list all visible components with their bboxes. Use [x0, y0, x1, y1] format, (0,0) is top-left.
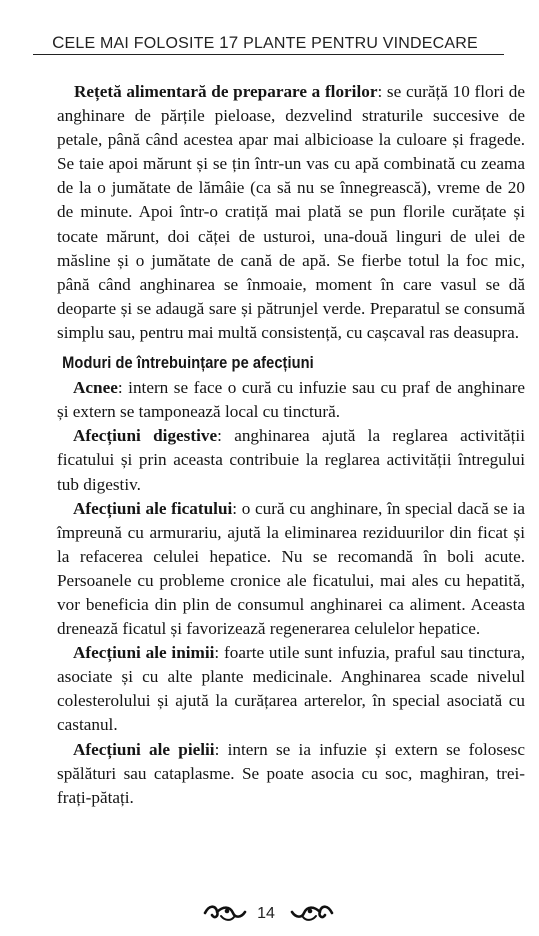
running-head-initial: C [52, 33, 65, 52]
page-number: 14 [257, 905, 275, 922]
running-head [36, 33, 494, 53]
running-head-rest: PLANTE PENTRU VINDECARE [238, 35, 478, 52]
entry-text: : intern se ia infuzie și extern se folosesc spălături sau cataplasme. Se poate asocia cu soc, maghiran, trei-frați-pătați. [57, 739, 525, 807]
recipe-paragraph [57, 80, 525, 345]
entry-paragraph [57, 497, 525, 642]
header-rule [33, 54, 504, 55]
recipe-text: : se curăță 10 flori de anghinare de părțile pieloase, dezvelind straturile succesive de petale, până când acestea apar mai albicioase la culoare și fragede. Se taie apoi mărunt și se țin într-un vas cu apă combinată cu zeama de la o jumătate de lămâie (ca să nu se înnegrească), vreme de 20 de minute. Apoi într-o cratiță mai plată se pun florile curățate și tocate mărunt, doi căței de usturoi, una-două linguri de ulei de măsline și o jumătate de cană de apă. Se fierbe totul la foc mic, până când anghinarea se înmoaie, moment în care vasul se dă deoparte și se adaugă sare și pătrunjel verde. Preparatul se consumă simplu sau, pentru mai multă consistență, cu cașcaval ras deasupra. [57, 82, 525, 342]
scroll-ornament-right-icon [290, 902, 334, 924]
body-text [57, 80, 525, 810]
entry-text: : intern se face o cură cu infuzie sau cu praf de anghinare și extern se tamponează local cu tinctură. [57, 378, 525, 422]
section-heading: Moduri de întrebuințare pe afecțiuni [62, 353, 314, 373]
recipe-title: Rețetă alimentară de preparare a florilor [74, 82, 378, 101]
page-footer [0, 902, 539, 928]
entry-term: Afecțiuni digestive [73, 426, 218, 446]
entry-term: Afecțiuni ale inimii [73, 643, 215, 663]
running-head-number: 17 [219, 33, 239, 52]
entry-paragraph [57, 376, 525, 424]
entry-term: Acnee [73, 378, 118, 398]
scroll-ornament-left-icon [203, 902, 247, 924]
entry-text: : foarte utile sunt infuzia, praful sau tinctura, asociate și cu alte plante medicinale. Anghinarea scade nivelul colesterolului și ajută la curățarea arterelor, în special asociată cu castanul. [57, 643, 525, 735]
entry-paragraph [57, 424, 525, 496]
entry-text: : anghinarea ajută la reglarea activității ficatului și prin aceasta contribuie la reglarea activității întregului tub digestiv. [57, 426, 525, 494]
entry-term: Afecțiuni ale pielii [73, 739, 215, 759]
entry-term: Afecțiuni ale ficatului [73, 498, 233, 518]
entry-text: : o cură cu anghinare, în special dacă se ia împreună cu armurariu, ajută la eliminarea reziduurilor din ficat și la refacerea celulei hepatice. Nu se recomandă în boli acute. Persoanele cu probleme cronice ale ficatului, mai ales cu hepatită, vor beneficia din plin de consumul anghinarei ca aliment. Aceasta drenează ficatul și favorizează regenerarea celulelor hepatice. [57, 498, 525, 639]
entry-paragraph [57, 641, 525, 737]
entry-paragraph [57, 738, 525, 810]
running-head-text: ELE MAI FOLOSITE [64, 35, 220, 52]
